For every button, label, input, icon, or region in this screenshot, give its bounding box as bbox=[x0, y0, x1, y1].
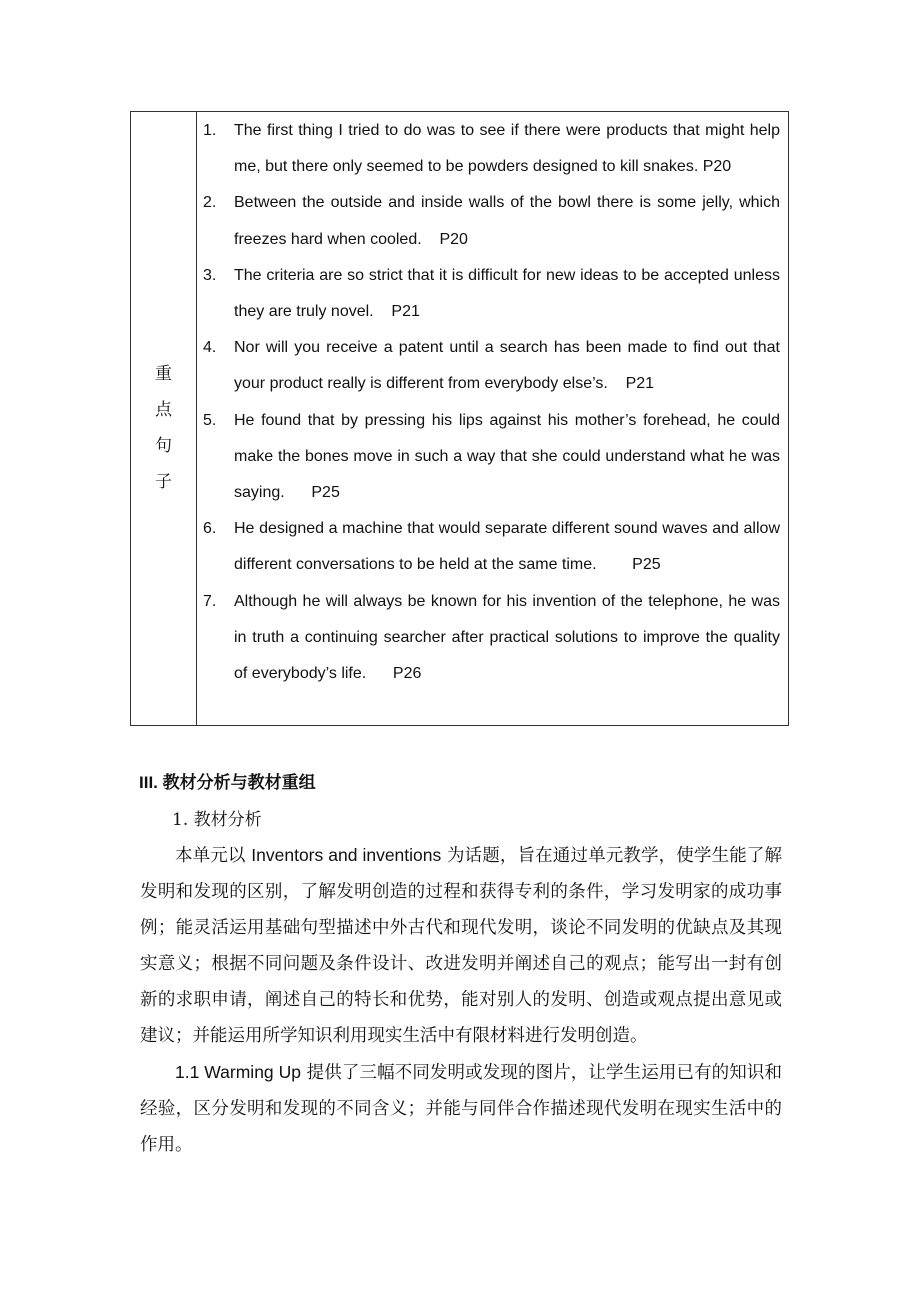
page-reference: P20 bbox=[439, 230, 468, 248]
page-reference: P21 bbox=[625, 375, 655, 393]
sentence-item bbox=[203, 258, 780, 330]
sentence-number: 4. bbox=[203, 339, 217, 357]
sentence-text: Nor will you receive a patent until a search has been made to find out that your product really is different from everybody else’s. P21 bbox=[234, 339, 780, 393]
sentence-text: He found that by pressing his lips against his mother’s forehead, he could make the bones move in such a way that she could understand what he was saying. P25 bbox=[234, 411, 780, 502]
sentence-item bbox=[203, 584, 780, 693]
sentence-number: 7. bbox=[203, 592, 217, 610]
sentence-text: Although he will always be known for his invention of the telephone, he was in truth a continuing searcher after practical solutions to improve the quality of everybody’s life. P26 bbox=[234, 592, 780, 683]
sentence-number: 1. bbox=[203, 122, 217, 139]
table-label-cell bbox=[131, 112, 197, 725]
sentence-text: Between the outside and inside walls of the bowl there is some jelly, which freezes hard when cooled. P20 bbox=[234, 194, 780, 248]
page-reference: P25 bbox=[632, 556, 661, 574]
sentence-number: 3. bbox=[203, 266, 217, 284]
table-label: 重点句子 bbox=[155, 363, 172, 492]
sentence-number: 6. bbox=[203, 520, 217, 538]
page-reference: P20 bbox=[702, 158, 732, 176]
page-reference: P21 bbox=[391, 303, 420, 321]
sentence-item bbox=[203, 403, 780, 512]
section-heading: III. 教材分析与教材重组 bbox=[139, 773, 316, 792]
page-reference: P25 bbox=[311, 484, 340, 502]
sentence-number: 5. bbox=[203, 411, 217, 429]
sub-heading: 1. 教材分析 bbox=[172, 810, 262, 830]
sentence-item bbox=[203, 511, 780, 583]
sentences-cell bbox=[197, 112, 788, 725]
sentence-item bbox=[203, 185, 780, 257]
sentence-text: The criteria are so strict that it is difficult for new ideas to be accepted unless they are truly novel. P21 bbox=[234, 266, 780, 321]
sentence-text: He designed a machine that would separate different sound waves and allow different conversations to be held at the same time. P25 bbox=[234, 520, 780, 574]
sentence-item bbox=[203, 113, 780, 185]
analysis-paragraph: 本单元以 Inventors and inventions 为话题，旨在通过单元教学，使学生能了解发明和发现的区别，了解发明创造的过程和获得专利的条件，学习发明家的成功事例；能灵活运用基础句型描述中外古代和现代发明，谈论不同发明的优缺点及其现实意义；根据不同问题及条件设计、改进发明并阐述自己的观点；能写出一封有创新的求职申请，阐述自己的特长和优势，能对别人的发明、创造或观点提出意见或建议；并能运用所学知识利用现实生活中有限材料进行发明创造。 bbox=[140, 845, 782, 1046]
warming-up-paragraph: 1.1 Warming Up 提供了三幅不同发明或发现的图片，让学生运用已有的知识和经验，区分发明和发现的不同含义；并能与同伴合作描述现代发明在现实生活中的作用。 bbox=[140, 1062, 782, 1155]
sentence-text: The first thing I tried to do was to see if there were products that might help me, but there only seemed to be powders designed to kill snakes. P20 bbox=[234, 122, 780, 176]
sentence-number: 2. bbox=[203, 194, 217, 212]
page-reference: P26 bbox=[392, 665, 422, 683]
sentence-item bbox=[203, 330, 780, 402]
key-sentences-table bbox=[130, 111, 789, 726]
